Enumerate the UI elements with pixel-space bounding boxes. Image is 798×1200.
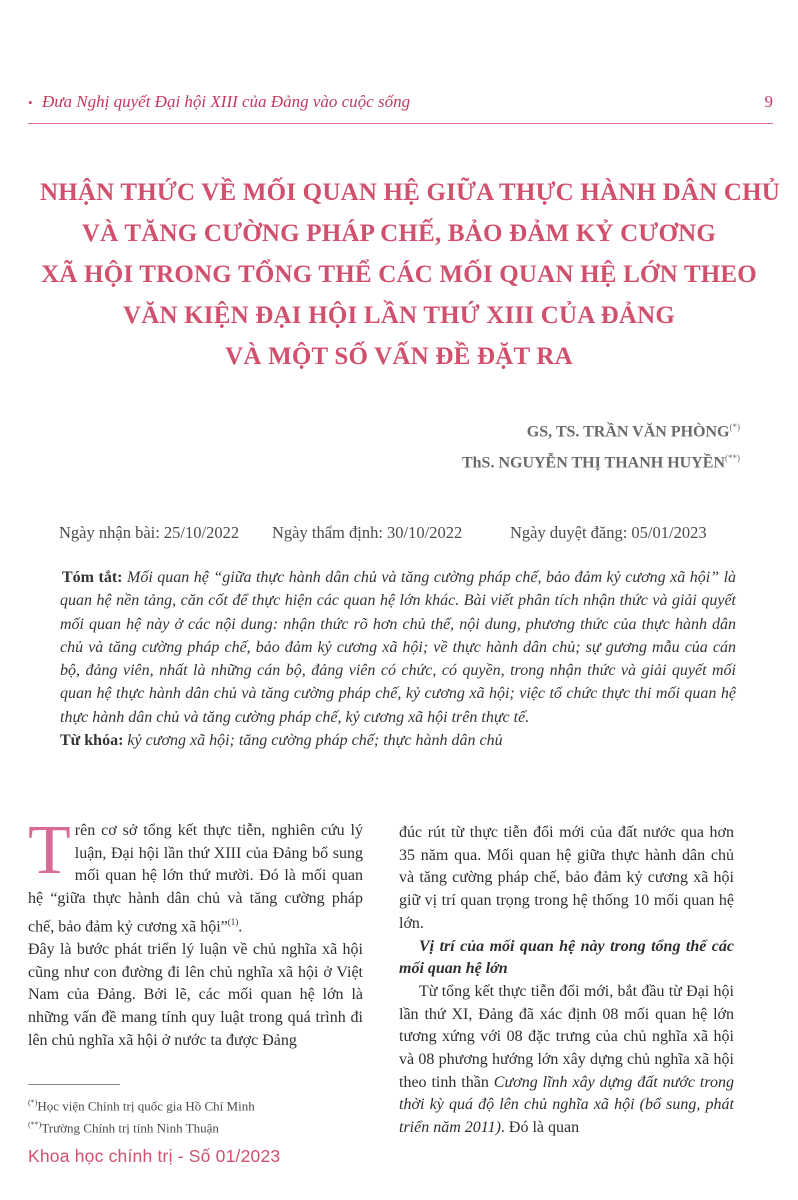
body-paragraph: đúc rút từ thực tiễn đổi mới của đất nước qua hơn 35 năm qua. Mối quan hệ giữa thực hành dân chủ và tăng cường pháp chế, bảo đảm kỷ cương xã hội giữ vị trí quan trọng trong hệ thống 10 mối quan hệ lớn. [399, 824, 734, 932]
body-paragraph [28, 812, 363, 939]
section-subheading: Vị trí của mối quan hệ này trong tổng thể các mối quan hệ lớn [399, 937, 734, 978]
reference-mark: (1) [227, 916, 239, 927]
body-column-left [28, 812, 363, 1052]
footnote-text: Học viện Chính trị quốc gia Hồ Chí Minh [37, 1098, 255, 1114]
keywords-label: Từ khóa: [60, 732, 124, 750]
title-line: NHẬN THỨC VỀ MỐI QUAN HỆ GIỮA THỰC HÀNH DÂN CHỦ [40, 179, 780, 206]
authors [462, 414, 740, 477]
running-header [28, 92, 773, 116]
abstract-paragraph [60, 566, 736, 729]
date-reviewed: Ngày thẩm định: 30/10/2022 [272, 523, 463, 542]
title-line: VÀ MỘT SỐ VẤN ĐỀ ĐẶT RA [225, 343, 573, 370]
body-paragraph: Đây là bước phát triển lý luận về chủ nghĩa xã hội cũng như con đường đi lên chủ nghĩa xã hội ở Việt Nam của Đảng. Bởi lẽ, các mối quan hệ lớn là những vấn đề mang tính quy luật trong quá trình đi lên chủ nghĩa xã hội ở nước ta được Đảng [28, 940, 363, 1049]
body-text: . [238, 918, 243, 936]
body-text: . Đó là quan [500, 1119, 580, 1137]
author-2 [462, 445, 740, 476]
footnotes [28, 1093, 255, 1138]
footnote-mark: (**) [28, 1120, 42, 1130]
drop-cap: T [28, 812, 71, 889]
author-mark: (**) [725, 453, 740, 464]
cited-title: Cương lĩnh xây dựng đất nước trong thời kỳ quá độ lên chủ nghĩa xã hội (bổ sung, phát triển năm 2011) [399, 1073, 735, 1137]
author-mark: (*) [729, 422, 740, 432]
running-header-title: Đưa Nghị quyết Đại hội XIII của Đảng vào cuộc sống [42, 92, 411, 111]
body-paragraph [399, 981, 734, 1140]
footnote-mark: (*) [28, 1098, 38, 1107]
header-divider [28, 123, 773, 124]
footnote [28, 1115, 255, 1137]
date-received: Ngày nhận bài: 25/10/2022 [59, 523, 240, 542]
keywords-paragraph [60, 729, 736, 752]
body-text: Từ tổng kết thực tiễn đổi mới, bắt đầu từ Đại hội lần thứ XI, Đảng đã xác định 08 mối quan hệ lớn tương xứng với 08 đặc trưng của chủ nghĩa xã hội và 08 phương hướng lớn xây dựng chủ nghĩa xã hội theo tinh thần [399, 982, 734, 1091]
title-line: VÀ TĂNG CƯỜNG PHÁP CHẾ, BẢO ĐẢM KỶ CƯƠNG [81, 220, 717, 247]
title-line: VĂN KIỆN ĐẠI HỘI LẦN THỨ XIII CỦA ĐẢNG [122, 302, 676, 329]
keywords-text: kỷ cương xã hội; tăng cường pháp chế; thực hành dân chủ [127, 732, 503, 750]
body-text: rên cơ sở tổng kết thực tiễn, nghiên cứu lý luận, Đại hội lần thứ XIII của Đảng bổ sung mối quan hệ lớn thứ mười. Đó là mối quan hệ “giữa thực hành dân chủ và tăng cường pháp chế, bảo đảm kỷ cương xã hội” [28, 822, 363, 936]
footnote-divider [28, 1084, 120, 1085]
abstract [60, 566, 736, 752]
header-bullet: • [28, 95, 33, 110]
author-1 [462, 414, 740, 445]
page-number: 9 [764, 92, 773, 111]
body-column-right [399, 822, 734, 1140]
footnote-text: Trường Chính trị tỉnh Ninh Thuận [41, 1120, 219, 1136]
date-approved: Ngày duyệt đăng: 05/01/2023 [510, 523, 707, 542]
author-name: GS, TS. TRẦN VĂN PHÒNG [526, 423, 730, 441]
author-name: ThS. NGUYỄN THỊ THANH HUYỀN [461, 454, 725, 472]
abstract-label: Tóm tắt: [62, 569, 123, 586]
footnote [28, 1093, 255, 1115]
article-title [40, 172, 780, 377]
title-line: XÃ HỘI TRONG TỔNG THỂ CÁC MỐI QUAN HỆ LỚN THEO [41, 261, 757, 288]
journal-footer: Khoa học chính trị - Số 01/2023 [28, 1146, 281, 1166]
abstract-text: Mối quan hệ “giữa thực hành dân chủ và tăng cường pháp chế, bảo đảm kỷ cương xã hội” là quan hệ nền tảng, căn cốt để thực hiện các quan hệ lớn khác. Bài viết phân tích nhận thức và giải quyết mối quan hệ này ở các nội dung: nhận thức rõ hơn chủ thể, nội dung, phương thức của thực hành dân chủ và tăng cường pháp chế, bảo đảm kỷ cương xã hội; về thực hành dân chủ; sự gương mẫu của cán bộ, đảng viên, nhất là những cán bộ, đảng viên có chức, có quyền, trong nhận thức và giải quyết mối quan hệ thực hành dân chủ và tăng cường pháp chế, kỷ cương xã hội; việc tổ chức thực thi mối quan hệ thực hành dân chủ và tăng cường pháp chế, kỷ cương xã hội trên thực tế. [60, 569, 737, 726]
